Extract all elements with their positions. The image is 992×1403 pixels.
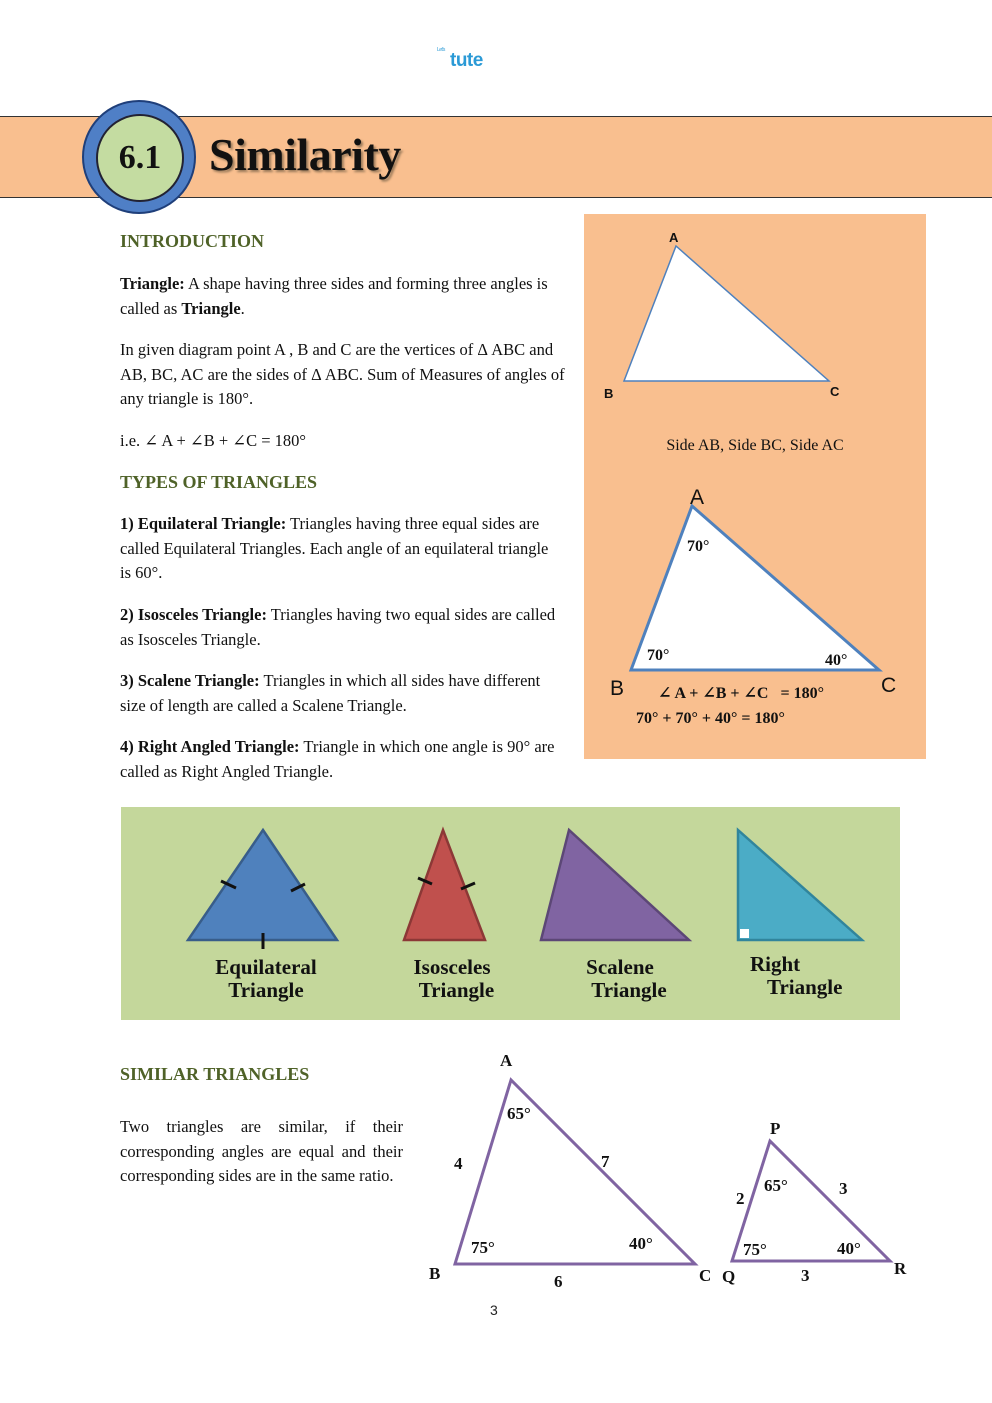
side-qr-length: 3 (801, 1266, 810, 1285)
types-heading: TYPES OF TRIANGLES (120, 472, 318, 492)
vertex-q-label: Q (722, 1267, 736, 1286)
angle-a-value: 65° (507, 1104, 531, 1123)
angle-sum-formula: i.e. ∠ A + ∠B + ∠C = 180° (120, 431, 307, 450)
side-ab-length: 4 (454, 1154, 463, 1173)
vertex-c-label: C (881, 674, 897, 697)
angle-r-value: 40° (837, 1239, 861, 1258)
section-number: 6.1 (96, 114, 184, 202)
angle-a-value: 70° (687, 538, 710, 555)
side-pr-length: 3 (839, 1179, 848, 1198)
triangle-abc-angles (631, 506, 879, 670)
vertex-c-label: C (830, 384, 840, 399)
angle-b-value: 75° (471, 1238, 495, 1257)
side-pq-length: 2 (736, 1189, 745, 1208)
triangle-term2: Triangle (181, 298, 241, 318)
vertex-a-label: A (500, 1051, 513, 1070)
right-label (750, 953, 842, 999)
isosceles-label (382, 956, 522, 1002)
label-line: Triangle (591, 978, 667, 1002)
angle-c-value: 40° (629, 1234, 653, 1253)
angle-b-value: 70° (647, 647, 670, 664)
scalene-label (550, 956, 690, 1002)
type-item-scalene (120, 669, 560, 718)
triangle-def-text: A shape having three sides and forming three angles is called as (120, 274, 548, 318)
logo-text: tute (450, 50, 483, 71)
similar-heading: SIMILAR TRIANGLES (120, 1064, 310, 1084)
equilateral-label (196, 956, 336, 1002)
angle-q-value: 75° (743, 1240, 767, 1259)
scalene-triangle-shape (541, 830, 689, 940)
label-line: Right (750, 952, 801, 976)
label-line: Equilateral (215, 955, 317, 979)
type-text: Triangle in which one angle is 90° are called as Right Angled Triangle. (120, 737, 555, 781)
label-line: Isosceles (413, 955, 491, 979)
label-line: Triangle (767, 975, 843, 999)
equilateral-triangle-shape (188, 830, 337, 940)
intro-heading: INTRODUCTION (120, 231, 265, 251)
type-term: 3) Scalene Triangle: (120, 671, 260, 690)
type-item-equilateral (120, 512, 560, 586)
triangle-definition (120, 272, 560, 321)
angle-sum-equation: ∠ A + ∠B + ∠C = 180° (658, 685, 824, 702)
angle-values-equation: 70° + 70° + 40° = 180° (636, 710, 785, 727)
logo-small-text: Let's (437, 47, 445, 53)
type-term: 1) Equilateral Triangle: (120, 514, 287, 533)
triangle-diagrams (584, 214, 926, 759)
type-item-isosceles (120, 603, 560, 652)
angle-p-value: 65° (764, 1176, 788, 1195)
triangle-abc-small (624, 246, 829, 381)
right-triangle-shape (738, 830, 862, 940)
vertex-p-label: P (770, 1119, 781, 1138)
type-text: Triangles in which all sides have different size of length are called a Scalene Triangle. (120, 671, 541, 715)
vertex-c-label: C (699, 1266, 712, 1285)
lets-tute-logo (437, 47, 483, 72)
type-term: 4) Right Angled Triangle: (120, 737, 300, 756)
similar-triangles-diagram (420, 1045, 920, 1305)
page-number: 3 (490, 1302, 498, 1318)
label-line: Scalene (586, 955, 654, 979)
right-angle-marker (740, 929, 749, 938)
type-item-right-angled (120, 735, 570, 784)
triangle-abc (455, 1080, 695, 1264)
type-text: Triangles having three equal sides are called Equilateral Triangles. Each angle of an equilateral triangle is 60°. (120, 514, 549, 582)
vertex-a-label: A (690, 486, 705, 509)
vertex-b-label: B (604, 386, 614, 401)
vertex-b-label: B (429, 1264, 441, 1283)
triangle-term: Triangle: (120, 274, 185, 293)
similar-definition: Two triangles are similar, if their corresponding angles are equal and their corresponding sides are in the same ratio. (120, 1117, 403, 1185)
vertex-a-label: A (669, 230, 679, 245)
vertex-r-label: R (894, 1259, 907, 1278)
sides-caption: Side AB, Side BC, Side AC (666, 437, 844, 454)
triangle-def-end: . (240, 298, 245, 318)
side-ac-length: 7 (601, 1152, 610, 1171)
type-text: Triangles having two equal sides are called as Isosceles Triangle. (120, 605, 556, 649)
angle-c-value: 40° (825, 652, 848, 669)
label-line: Triangle (228, 978, 304, 1002)
section-title: Similarity (209, 129, 401, 180)
vertices-paragraph: In given diagram point A , B and C are the vertices of Δ ABC and AB, BC, AC are the sides of Δ ABC. Sum of Measures of angles of any triangle is 180°. (120, 340, 565, 408)
side-bc-length: 6 (554, 1272, 563, 1291)
type-term: 2) Isosceles Triangle: (120, 605, 267, 624)
label-line: Triangle (418, 978, 495, 1002)
vertex-b-label: B (610, 677, 625, 700)
